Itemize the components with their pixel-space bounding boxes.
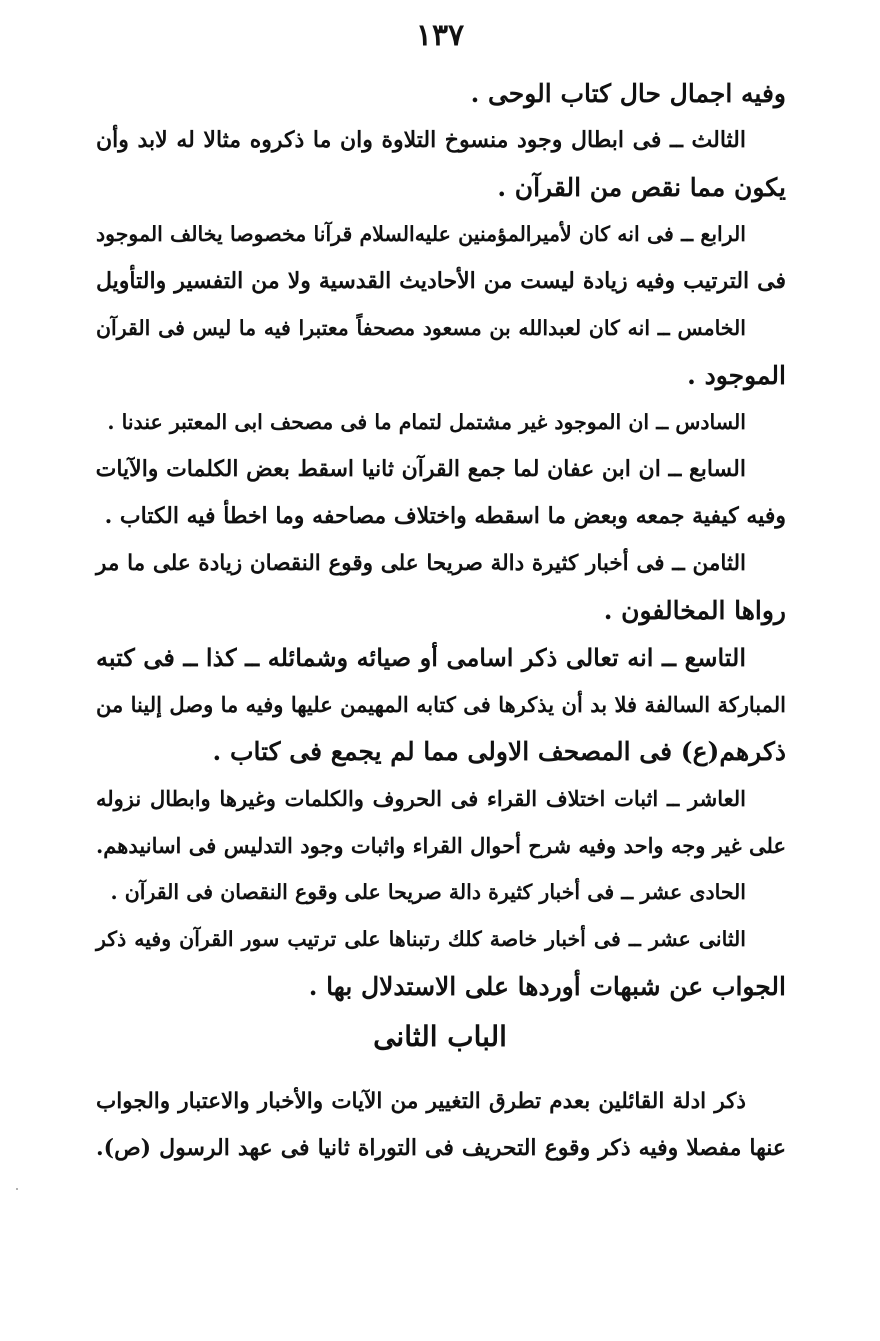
scan-speck: [16, 1188, 18, 1190]
text-line: الخامس ــ انه كان لعبدالله بن مسعود مصحفاً معتبرا فيه ما ليس فى القرآن: [96, 316, 746, 340]
text-line: عنها مفصلا وفيه ذكر وقوع التحريف فى التوراة ثانيا فى عهد الرسول (ص).: [96, 1135, 786, 1161]
text-line: ذكر ادلة القائلين بعدم تطرق التغيير من الآيات والأخبار والاعتبار والجواب: [96, 1089, 746, 1114]
text-line: وفيه اجمال حال كتاب الوحى .: [470, 79, 786, 108]
text-line: الثانى عشر ــ فى أخبار خاصة كلك رتبناها على ترتيب سور القرآن وفيه ذكر: [96, 927, 746, 951]
text-line: السادس ــ ان الموجود غير مشتمل لتمام ما فى مصحف ابى المعتبر عندنا .: [107, 410, 746, 434]
body-text: [96, 70, 786, 1010]
text-line: العاشر ــ اثبات اختلاف القراء فى الحروف والكلمات وغيرها وابطال نزوله: [96, 786, 746, 811]
text-line: على غير وجه واحد وفيه شرح أحوال القراء واثبات وجود التدليس فى اسانيدهم.: [96, 833, 786, 858]
text-line: السابع ــ ان ابن عفان لما جمع القرآن ثانيا اسقط بعض الكلمات والآيات: [95, 456, 746, 482]
text-line: يكون مما نقص من القرآن .: [497, 173, 786, 202]
text-line: الرابع ــ فى انه كان لأميرالمؤمنين عليه‌السلام قرآنا مخصوصا يخالف الموجود: [96, 222, 746, 246]
text-line: رواها المخالفون .: [603, 596, 786, 625]
text-line: الحادى عشر ــ فى أخبار كثيرة دالة صريحا على وقوع النقصان فى القرآن .: [110, 880, 746, 904]
text-line: المباركة السالفة فلا بد أن يذكرها فى كتابه المهيمن عليها وفيه ما وصل إلينا من: [96, 692, 786, 717]
text-line: وفيه كيفية جمعه وبعض ما اسقطه واختلاف مصاحفه وما اخطأ فيه الكتاب .: [104, 503, 786, 529]
section-heading: الباب الثانى: [373, 1020, 507, 1053]
text-line: الموجود .: [687, 361, 786, 390]
text-line: فى الترتيب وفيه زيادة ليست من الأحاديث القدسية ولا من التفسير والتأويل: [96, 268, 786, 294]
page-number: ١٣٧: [415, 18, 465, 53]
text-line: ذكرهم(ع) فى المصحف الاولى مما لم يجمع فى كتاب .: [212, 737, 786, 766]
text-line: التاسع ــ انه تعالى ذكر اسامى أو صيائه وشمائله ــ كذا ــ فى كتبه: [96, 643, 746, 672]
section-text: [96, 1078, 786, 1172]
text-line: الثامن ــ فى أخبار كثيرة دالة صريحا على وقوع النقصان زيادة على ما مر: [96, 551, 746, 576]
text-line: الجواب عن شبهات أوردها على الاستدلال بها .: [308, 972, 786, 1001]
text-line: الثالث ــ فى ابطال وجود منسوخ التلاوة وان ما ذكروه مثالا له لابد وأن: [96, 127, 746, 153]
